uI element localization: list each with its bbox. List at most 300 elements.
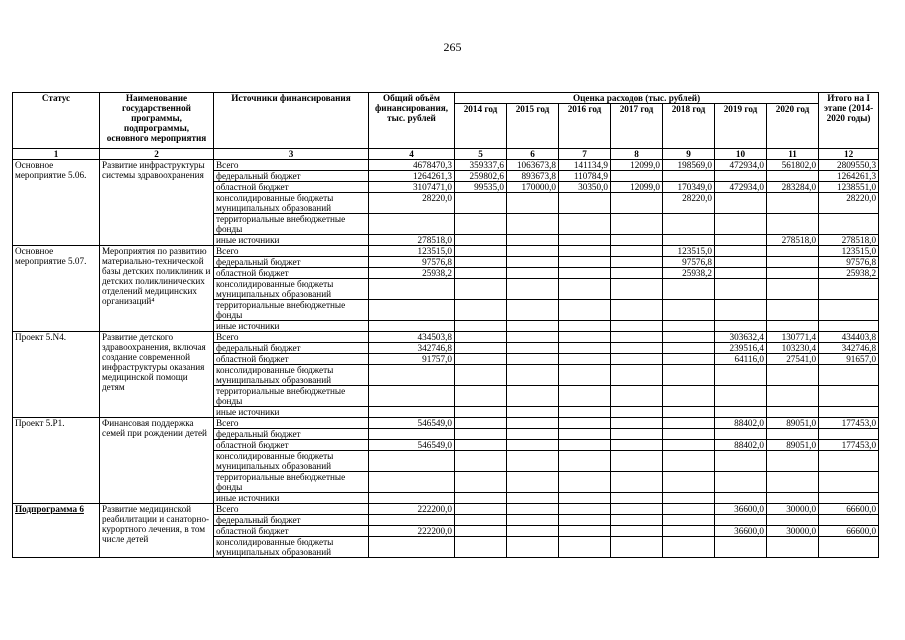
status-cell: Основное мероприятие 5.06. bbox=[13, 160, 100, 246]
value-cell bbox=[559, 493, 611, 504]
value-cell: 278518,0 bbox=[369, 235, 455, 246]
value-cell bbox=[559, 407, 611, 418]
value-cell: 91757,0 bbox=[369, 354, 455, 365]
value-cell bbox=[455, 332, 507, 343]
value-cell: 239516,4 bbox=[715, 343, 767, 354]
value-cell bbox=[611, 343, 663, 354]
value-cell bbox=[559, 193, 611, 214]
header-total: Общий объём финансирования, тыс. рублей bbox=[369, 93, 455, 149]
value-cell bbox=[611, 257, 663, 268]
value-cell bbox=[611, 300, 663, 321]
index-cell: 9 bbox=[663, 149, 715, 160]
page-number: 265 bbox=[443, 40, 462, 54]
value-cell bbox=[663, 235, 715, 246]
table-row bbox=[13, 332, 879, 343]
value-cell bbox=[455, 429, 507, 440]
value-cell: 25938,2 bbox=[369, 268, 455, 279]
value-cell bbox=[455, 526, 507, 537]
index-cell: 5 bbox=[455, 149, 507, 160]
index-cell: 10 bbox=[715, 149, 767, 160]
value-cell bbox=[767, 537, 819, 558]
value-cell bbox=[369, 537, 455, 558]
value-cell: 28220,0 bbox=[663, 193, 715, 214]
value-cell bbox=[611, 386, 663, 407]
value-cell bbox=[767, 214, 819, 235]
value-cell bbox=[507, 365, 559, 386]
value-cell bbox=[559, 343, 611, 354]
header-year: 2020 год bbox=[767, 104, 819, 149]
value-cell bbox=[715, 365, 767, 386]
value-cell bbox=[767, 193, 819, 214]
value-cell bbox=[715, 515, 767, 526]
value-cell bbox=[611, 472, 663, 493]
index-row bbox=[13, 149, 879, 160]
index-cell: 3 bbox=[214, 149, 369, 160]
value-cell bbox=[507, 407, 559, 418]
value-cell bbox=[369, 214, 455, 235]
source-cell: федеральный бюджет bbox=[214, 515, 369, 526]
table-row bbox=[13, 160, 879, 171]
value-cell bbox=[663, 321, 715, 332]
value-cell bbox=[715, 429, 767, 440]
value-cell: 1264261,3 bbox=[819, 171, 879, 182]
value-cell bbox=[559, 257, 611, 268]
value-cell bbox=[663, 418, 715, 429]
source-cell: Всего bbox=[214, 246, 369, 257]
value-cell bbox=[507, 235, 559, 246]
status-cell: Подпрограмма 6 bbox=[13, 504, 100, 558]
value-cell: 36600,0 bbox=[715, 504, 767, 515]
value-cell: 283284,0 bbox=[767, 182, 819, 193]
value-cell bbox=[715, 493, 767, 504]
value-cell bbox=[559, 268, 611, 279]
value-cell bbox=[507, 418, 559, 429]
value-cell bbox=[507, 354, 559, 365]
value-cell: 177453,0 bbox=[819, 440, 879, 451]
value-cell bbox=[455, 235, 507, 246]
value-cell bbox=[715, 171, 767, 182]
value-cell bbox=[663, 171, 715, 182]
value-cell: 130771,4 bbox=[767, 332, 819, 343]
value-cell bbox=[611, 279, 663, 300]
source-cell: иные источники bbox=[214, 321, 369, 332]
value-cell bbox=[663, 343, 715, 354]
value-cell bbox=[507, 246, 559, 257]
value-cell bbox=[663, 526, 715, 537]
value-cell bbox=[767, 171, 819, 182]
value-cell bbox=[559, 235, 611, 246]
header-year: 2016 год bbox=[559, 104, 611, 149]
value-cell bbox=[455, 343, 507, 354]
value-cell bbox=[715, 235, 767, 246]
value-cell bbox=[455, 515, 507, 526]
value-cell bbox=[819, 386, 879, 407]
value-cell bbox=[767, 279, 819, 300]
value-cell bbox=[369, 493, 455, 504]
value-cell bbox=[559, 246, 611, 257]
value-cell: 103230,4 bbox=[767, 343, 819, 354]
value-cell bbox=[455, 440, 507, 451]
program-name-cell: Развитие инфраструктуры системы здравоохранения bbox=[100, 160, 214, 246]
value-cell bbox=[663, 493, 715, 504]
value-cell bbox=[559, 451, 611, 472]
value-cell bbox=[715, 537, 767, 558]
value-cell: 1264261,3 bbox=[369, 171, 455, 182]
value-cell bbox=[663, 214, 715, 235]
value-cell: 259802,6 bbox=[455, 171, 507, 182]
value-cell bbox=[715, 268, 767, 279]
table-row bbox=[13, 418, 879, 429]
value-cell bbox=[559, 386, 611, 407]
source-cell: иные источники bbox=[214, 407, 369, 418]
value-cell bbox=[507, 257, 559, 268]
value-cell: 3107471,0 bbox=[369, 182, 455, 193]
source-cell: Всего bbox=[214, 160, 369, 171]
header-year: 2018 год bbox=[663, 104, 715, 149]
source-cell: областной бюджет bbox=[214, 354, 369, 365]
value-cell bbox=[663, 429, 715, 440]
value-cell: 25938,2 bbox=[663, 268, 715, 279]
value-cell: 561802,0 bbox=[767, 160, 819, 171]
source-cell: территориальные внебюджетные фонды bbox=[214, 472, 369, 493]
value-cell bbox=[455, 407, 507, 418]
value-cell bbox=[559, 279, 611, 300]
value-cell bbox=[767, 386, 819, 407]
index-cell: 8 bbox=[611, 149, 663, 160]
source-cell: консолидированные бюджеты муниципальных образований bbox=[214, 279, 369, 300]
value-cell bbox=[455, 246, 507, 257]
value-cell: 30350,0 bbox=[559, 182, 611, 193]
value-cell bbox=[369, 472, 455, 493]
value-cell bbox=[507, 472, 559, 493]
header-status: Статус bbox=[13, 93, 100, 149]
value-cell bbox=[369, 300, 455, 321]
value-cell bbox=[507, 504, 559, 515]
value-cell bbox=[767, 246, 819, 257]
program-name-cell: Развитие медицинской реабилитации и санаторно-курортного лечения, в том числе детей bbox=[100, 504, 214, 558]
value-cell: 12099,0 bbox=[611, 160, 663, 171]
value-cell: 1238551,0 bbox=[819, 182, 879, 193]
value-cell bbox=[455, 214, 507, 235]
value-cell: 278518,0 bbox=[819, 235, 879, 246]
value-cell: 27541,0 bbox=[767, 354, 819, 365]
value-cell bbox=[819, 214, 879, 235]
value-cell bbox=[611, 354, 663, 365]
value-cell bbox=[559, 537, 611, 558]
status-cell: Проект 5.N4. bbox=[13, 332, 100, 418]
value-cell bbox=[611, 418, 663, 429]
value-cell bbox=[455, 472, 507, 493]
table-row bbox=[13, 504, 879, 515]
value-cell bbox=[767, 268, 819, 279]
value-cell bbox=[507, 493, 559, 504]
value-cell bbox=[559, 515, 611, 526]
value-cell: 342746,8 bbox=[369, 343, 455, 354]
value-cell bbox=[663, 440, 715, 451]
value-cell bbox=[369, 407, 455, 418]
value-cell bbox=[611, 504, 663, 515]
value-cell bbox=[455, 268, 507, 279]
header-year: 2015 год bbox=[507, 104, 559, 149]
value-cell bbox=[715, 193, 767, 214]
value-cell: 123515,0 bbox=[369, 246, 455, 257]
value-cell: 123515,0 bbox=[663, 246, 715, 257]
value-cell bbox=[715, 472, 767, 493]
value-cell: 30000,0 bbox=[767, 526, 819, 537]
source-cell: областной бюджет bbox=[214, 182, 369, 193]
value-cell bbox=[663, 365, 715, 386]
header-year: 2017 год bbox=[611, 104, 663, 149]
value-cell: 30000,0 bbox=[767, 504, 819, 515]
source-cell: Всего bbox=[214, 418, 369, 429]
value-cell bbox=[767, 429, 819, 440]
source-cell: Всего bbox=[214, 504, 369, 515]
value-cell bbox=[767, 257, 819, 268]
value-cell bbox=[715, 246, 767, 257]
value-cell bbox=[559, 365, 611, 386]
value-cell bbox=[507, 343, 559, 354]
source-cell: иные источники bbox=[214, 235, 369, 246]
value-cell bbox=[767, 407, 819, 418]
value-cell bbox=[819, 515, 879, 526]
value-cell bbox=[507, 332, 559, 343]
index-cell: 2 bbox=[100, 149, 214, 160]
index-cell: 6 bbox=[507, 149, 559, 160]
value-cell: 123515,0 bbox=[819, 246, 879, 257]
index-cell: 7 bbox=[559, 149, 611, 160]
value-cell bbox=[663, 537, 715, 558]
value-cell bbox=[559, 214, 611, 235]
value-cell bbox=[559, 526, 611, 537]
value-cell bbox=[715, 257, 767, 268]
value-cell bbox=[767, 365, 819, 386]
value-cell bbox=[611, 526, 663, 537]
value-cell: 222200,0 bbox=[369, 526, 455, 537]
value-cell bbox=[507, 300, 559, 321]
source-cell: консолидированные бюджеты муниципальных образований bbox=[214, 537, 369, 558]
value-cell bbox=[455, 365, 507, 386]
value-cell bbox=[611, 537, 663, 558]
value-cell bbox=[663, 279, 715, 300]
value-cell: 177453,0 bbox=[819, 418, 879, 429]
value-cell bbox=[611, 365, 663, 386]
value-cell: 66600,0 bbox=[819, 526, 879, 537]
index-cell: 1 bbox=[13, 149, 100, 160]
value-cell: 546549,0 bbox=[369, 418, 455, 429]
value-cell bbox=[455, 300, 507, 321]
value-cell bbox=[507, 214, 559, 235]
source-cell: Всего bbox=[214, 332, 369, 343]
value-cell bbox=[559, 332, 611, 343]
header-year: 2019 год bbox=[715, 104, 767, 149]
value-cell bbox=[369, 515, 455, 526]
value-cell bbox=[507, 268, 559, 279]
value-cell bbox=[819, 300, 879, 321]
value-cell: 170349,0 bbox=[663, 182, 715, 193]
status-cell: Проект 5.P1. bbox=[13, 418, 100, 504]
value-cell bbox=[611, 515, 663, 526]
value-cell: 64116,0 bbox=[715, 354, 767, 365]
value-cell bbox=[369, 279, 455, 300]
value-cell: 28220,0 bbox=[819, 193, 879, 214]
value-cell bbox=[819, 429, 879, 440]
value-cell bbox=[507, 386, 559, 407]
index-cell: 11 bbox=[767, 149, 819, 160]
value-cell bbox=[611, 214, 663, 235]
value-cell bbox=[611, 440, 663, 451]
value-cell bbox=[611, 193, 663, 214]
value-cell bbox=[611, 407, 663, 418]
value-cell: 472934,0 bbox=[715, 160, 767, 171]
budget-table bbox=[12, 92, 879, 558]
program-name-cell: Развитие детского здравоохранения, включая создание современной инфраструктуры оказания медицинской помощи детям bbox=[100, 332, 214, 418]
value-cell: 434503,8 bbox=[369, 332, 455, 343]
value-cell bbox=[715, 300, 767, 321]
source-cell: консолидированные бюджеты муниципальных образований bbox=[214, 365, 369, 386]
value-cell: 12099,0 bbox=[611, 182, 663, 193]
value-cell bbox=[455, 451, 507, 472]
value-cell: 97576,8 bbox=[819, 257, 879, 268]
value-cell bbox=[663, 515, 715, 526]
source-cell: консолидированные бюджеты муниципальных образований bbox=[214, 193, 369, 214]
value-cell bbox=[559, 321, 611, 332]
source-cell: федеральный бюджет bbox=[214, 343, 369, 354]
value-cell: 2809550,3 bbox=[819, 160, 879, 171]
program-name-cell: Мероприятия по развитию материально-технической базы детских поликлиник и детских поликлинических отделений медицинских организаций⁴ bbox=[100, 246, 214, 332]
value-cell: 4678470,3 bbox=[369, 160, 455, 171]
value-cell bbox=[369, 321, 455, 332]
value-cell bbox=[507, 526, 559, 537]
value-cell bbox=[455, 418, 507, 429]
header-source: Источники финансирования bbox=[214, 93, 369, 149]
value-cell bbox=[455, 493, 507, 504]
value-cell bbox=[369, 365, 455, 386]
value-cell bbox=[507, 193, 559, 214]
value-cell bbox=[611, 268, 663, 279]
value-cell bbox=[507, 451, 559, 472]
value-cell bbox=[559, 300, 611, 321]
value-cell bbox=[559, 354, 611, 365]
table-row bbox=[13, 246, 879, 257]
value-cell bbox=[455, 354, 507, 365]
value-cell bbox=[559, 429, 611, 440]
value-cell bbox=[767, 321, 819, 332]
value-cell bbox=[611, 246, 663, 257]
value-cell bbox=[507, 321, 559, 332]
value-cell: 1063673,8 bbox=[507, 160, 559, 171]
value-cell: 110784,9 bbox=[559, 171, 611, 182]
value-cell bbox=[663, 472, 715, 493]
value-cell bbox=[663, 451, 715, 472]
value-cell: 66600,0 bbox=[819, 504, 879, 515]
source-cell: территориальные внебюджетные фонды bbox=[214, 386, 369, 407]
value-cell bbox=[369, 429, 455, 440]
value-cell: 170000,0 bbox=[507, 182, 559, 193]
source-cell: областной бюджет bbox=[214, 526, 369, 537]
value-cell: 91657,0 bbox=[819, 354, 879, 365]
value-cell bbox=[507, 279, 559, 300]
value-cell bbox=[819, 279, 879, 300]
value-cell bbox=[455, 537, 507, 558]
value-cell: 472934,0 bbox=[715, 182, 767, 193]
index-cell: 4 bbox=[369, 149, 455, 160]
value-cell bbox=[663, 386, 715, 407]
value-cell bbox=[611, 235, 663, 246]
source-cell: консолидированные бюджеты муниципальных образований bbox=[214, 451, 369, 472]
value-cell: 89051,0 bbox=[767, 440, 819, 451]
value-cell bbox=[767, 515, 819, 526]
source-cell: федеральный бюджет bbox=[214, 171, 369, 182]
value-cell: 36600,0 bbox=[715, 526, 767, 537]
value-cell: 88402,0 bbox=[715, 440, 767, 451]
value-cell bbox=[663, 332, 715, 343]
header-estimate: Оценка расходов (тыс. рублей) bbox=[455, 93, 819, 104]
value-cell: 342746,8 bbox=[819, 343, 879, 354]
value-cell bbox=[507, 515, 559, 526]
value-cell bbox=[369, 451, 455, 472]
value-cell bbox=[819, 493, 879, 504]
value-cell bbox=[715, 214, 767, 235]
value-cell bbox=[369, 386, 455, 407]
value-cell: 97576,8 bbox=[369, 257, 455, 268]
source-cell: иные источники bbox=[214, 493, 369, 504]
source-cell: федеральный бюджет bbox=[214, 429, 369, 440]
value-cell bbox=[455, 386, 507, 407]
header-name: Наименование государственной программы, подпрограммы, основного мероприятия bbox=[100, 93, 214, 149]
value-cell bbox=[663, 407, 715, 418]
value-cell: 222200,0 bbox=[369, 504, 455, 515]
value-cell bbox=[819, 321, 879, 332]
header-stage-total: Итого на I этапе (2014-2020 годы) bbox=[819, 93, 879, 149]
value-cell bbox=[611, 493, 663, 504]
value-cell bbox=[767, 451, 819, 472]
value-cell bbox=[715, 407, 767, 418]
header-year: 2014 год bbox=[455, 104, 507, 149]
value-cell bbox=[559, 440, 611, 451]
value-cell: 97576,8 bbox=[663, 257, 715, 268]
value-cell bbox=[611, 429, 663, 440]
value-cell bbox=[559, 418, 611, 429]
value-cell bbox=[663, 504, 715, 515]
source-cell: федеральный бюджет bbox=[214, 257, 369, 268]
value-cell bbox=[819, 451, 879, 472]
value-cell: 434403,8 bbox=[819, 332, 879, 343]
value-cell bbox=[819, 472, 879, 493]
value-cell bbox=[715, 279, 767, 300]
status-cell: Основное мероприятие 5.07. bbox=[13, 246, 100, 332]
value-cell bbox=[663, 354, 715, 365]
value-cell: 278518,0 bbox=[767, 235, 819, 246]
value-cell bbox=[819, 407, 879, 418]
value-cell bbox=[767, 300, 819, 321]
source-cell: областной бюджет bbox=[214, 440, 369, 451]
value-cell bbox=[559, 504, 611, 515]
index-cell: 12 bbox=[819, 149, 879, 160]
value-cell bbox=[611, 171, 663, 182]
value-cell bbox=[611, 321, 663, 332]
value-cell: 141134,9 bbox=[559, 160, 611, 171]
value-cell bbox=[455, 504, 507, 515]
value-cell bbox=[455, 193, 507, 214]
value-cell: 893673,8 bbox=[507, 171, 559, 182]
value-cell: 89051,0 bbox=[767, 418, 819, 429]
value-cell: 88402,0 bbox=[715, 418, 767, 429]
value-cell bbox=[611, 332, 663, 343]
value-cell bbox=[507, 440, 559, 451]
value-cell bbox=[455, 257, 507, 268]
source-cell: областной бюджет bbox=[214, 268, 369, 279]
program-name-cell: Финансовая поддержка семей при рождении детей bbox=[100, 418, 214, 504]
